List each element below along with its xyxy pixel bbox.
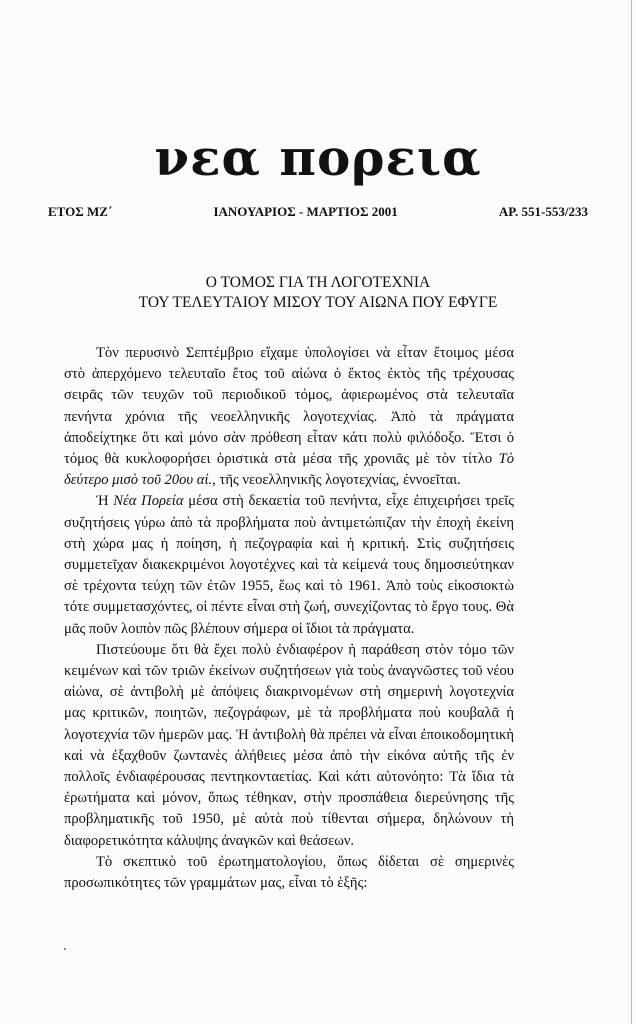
issue-year: ΕΤΟΣ ΜΖ΄: [48, 204, 113, 219]
paragraph-4: Τὸ σκεπτικὸ τοῦ ἐρωτηματολογίου, ὅπως δίδεται σὲ σημερινὲς προσωπικότητες τῶν γραμμάτων μας, εἶναι τὸ ἑξῆς:: [64, 853, 514, 892]
issue-period: ΙΑΝΟΥΑΡΙΟΣ - ΜΑΡΤΙΟΣ 2001: [213, 204, 398, 219]
masthead-logo: νεα πορεια: [154, 128, 482, 187]
paragraph-2-text-b: μέσα στὴ δεκαετία τοῦ πενήντα, εἶχε ἐπιχειρήσει τρεῖς συζητήσεις γύρω ἀπὸ τὰ προβλήματα ποὺ ἀντιμετώπιζαν τὴν ἐποχὴ ἐκείνη στὴ χώρα μας ἡ ποίηση, ἡ πεζογραφία καὶ ἡ κριτική. Στὶς συζητήσεις συμμετεῖχαν διακεκριμένοι λογοτέχνες καὶ τὰ κείμενά τους δημοσιεύτηκαν σὲ τρέχοντα τεύχη τῶν ἐτῶν 1955, ἕως καὶ τὸ 1961. Ἀπὸ τοὺς εἰκοσιοκτὼ τότε συμμετασχόντες, οἱ πέντε εἶναι στὴ ζωή, συνεχίζοντας τὸ ἔργο τους. Θὰ μᾶς ποῦν λοιπὸν πῶς βλέπουν σήμερα οἱ ἴδιοι τὰ πράγματα.: [64, 493, 514, 637]
issue-line: [48, 204, 588, 220]
paragraph-1-text-a: Τὸν περυσινὸ Σεπτέμβριο εἴχαμε ὑπολογίσει νὰ εἶταν ἕτοιμος μέσα στὸ ἀπερχόμενο τελευταῖο ἔτος τοῦ αἰώνα ὁ ἔκτος ἐκτὸς τῆς τρέχουσας σειρᾶς τῶν τευχῶν τοῦ περιοδικοῦ τόμος, ἀφιερωμένος στὰ τελευταῖα πενήντα χρόνια τῆς νεοελληνικῆς λογοτεχνίας. Ἀπὸ τὰ πράγματα ἀποδείχτηκε ὅτι καὶ μόνο σὰν πρόθεση εἶταν κάτι πολὺ φιλόδοξο. Ἔτσι ὁ τόμος θὰ κυκλοφορήσει ὁριστικὰ στὰ μέσα τῆς χρονιᾶς μὲ τὸν τίτλο: [64, 345, 514, 468]
paragraph-1: [64, 343, 514, 491]
paragraph-3: Πιστεύουμε ὅτι θὰ ἔχει πολὺ ἐνδιαφέρον ἡ παράθεση στὸν τόμο τῶν κειμένων καὶ τῶν τριῶν ἐκείνων συζητήσεων γιὰ τοὺς ἀναγνῶστες τοῦ νέου αἰώνα, σὲ ἀντιβολὴ μὲ ἀπόψεις διακρινομένων στὴ σημερινὴ λογοτεχνία μας κριτικῶν, ποιητῶν, πεζογράφων, μὲ τὰ προβλήματα ποὺ κουβαλᾶ ἡ λογοτεχνία τῶν ἡμερῶν μας. Ἡ ἀντιβολὴ θὰ πρέπει νὰ εἶναι ἐποικοδομητικὴ καὶ νὰ ἐξαχθοῦν ζωντανὲς ἀλήθειες μέσα ἀπὸ τὴν εἰκόνα αὐτῆς τῆς ἐν πολλοῖς ἐνδιαφέρουσας πεντηκονταετίας. Καὶ κάτι αὐτονόητο: Τὰ ἴδια τὰ ἐρωτήματα καὶ μόνον, ὅπως τέθηκαν, στὴν προσπάθεια διερεύνησης τῆς προβληματικῆς τοῦ 1950, μὲ αὐτὰ ποὺ τίθενται σήμερα, δηλώνουν τὴ διαφορετικότητα κάλυψης ἀναγκῶν καὶ θεάσεων.: [64, 641, 514, 849]
article-title-line-2: ΤΟΥ ΤΕΛΕΥΤΑΙΟΥ ΜΙΣΟΥ ΤΟΥ ΑΙΩΝΑ ΠΟΥ ΕΦΥΓΕ: [138, 294, 498, 311]
issue-number: ΑΡ. 551-553/233: [498, 204, 588, 219]
paragraph-2-italic-journal: Νέα Πορεία: [113, 493, 184, 510]
article-title: [0, 273, 636, 313]
paragraph-1-italic-title: Τὸ δεύτερο μισὸ τοῦ 20ου αἰ.: [64, 451, 514, 489]
scan-speck: [64, 948, 66, 950]
paragraph-2: [64, 491, 514, 639]
article-body: [64, 343, 514, 894]
paragraph-2-text-a: Ἡ: [96, 493, 114, 510]
paragraph-1-text-b: , τῆς νεοελληνικῆς λογοτεχνίας, ἐννοεῖται.: [212, 472, 461, 489]
article-title-line-1: Ο ΤΟΜΟΣ ΓΙΑ ΤΗ ΛΟΓΟΤΕΧΝΙΑ: [205, 274, 431, 291]
